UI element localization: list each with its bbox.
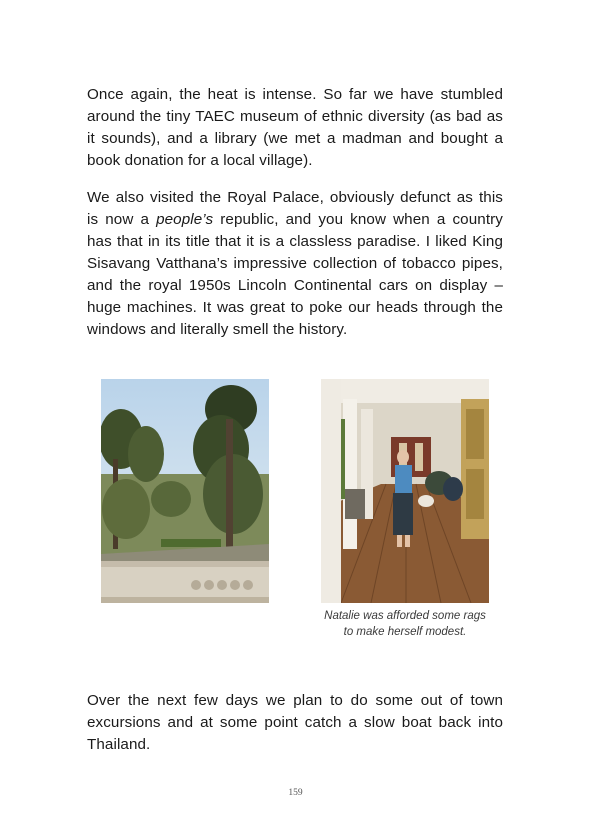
- caption-line-1: Natalie was afforded some rags: [324, 610, 486, 622]
- photo-palace-gardens: [101, 379, 269, 603]
- paragraph-royal-palace: [87, 187, 503, 341]
- paragraph-heat: Once again, the heat is intense. So far we have stumbled around the tiny TAEC museum of ethnic diversity (as bad as it sounds), and a library (we met a madman and bought a book donation for a local village).: [87, 86, 503, 169]
- paragraph-royal-palace-part1: We also visited the Royal Palace, obviously defunct as this is now a: [87, 189, 503, 228]
- paragraph-plans: Over the next few days we plan to do some out of town excursions and at some point catch a slow boat back into Thailand.: [87, 692, 503, 753]
- caption-line-2: to make herself modest.: [343, 625, 467, 638]
- photo-caption: [305, 609, 505, 640]
- photo-palace-veranda: [321, 379, 489, 603]
- paragraph-royal-palace-part2: republic, and you know when a country has that in its title that it is a classless paradise. I liked King Sisavang Vatthana’s impressive collection of tobacco pipes, and the royal 1950s Lincoln Continental cars on display – huge machines. It was great to poke our heads through the windows and literally smell the history.: [87, 211, 503, 338]
- paragraph-royal-palace-italic: people’s: [156, 211, 214, 228]
- page-number: 159: [288, 788, 303, 798]
